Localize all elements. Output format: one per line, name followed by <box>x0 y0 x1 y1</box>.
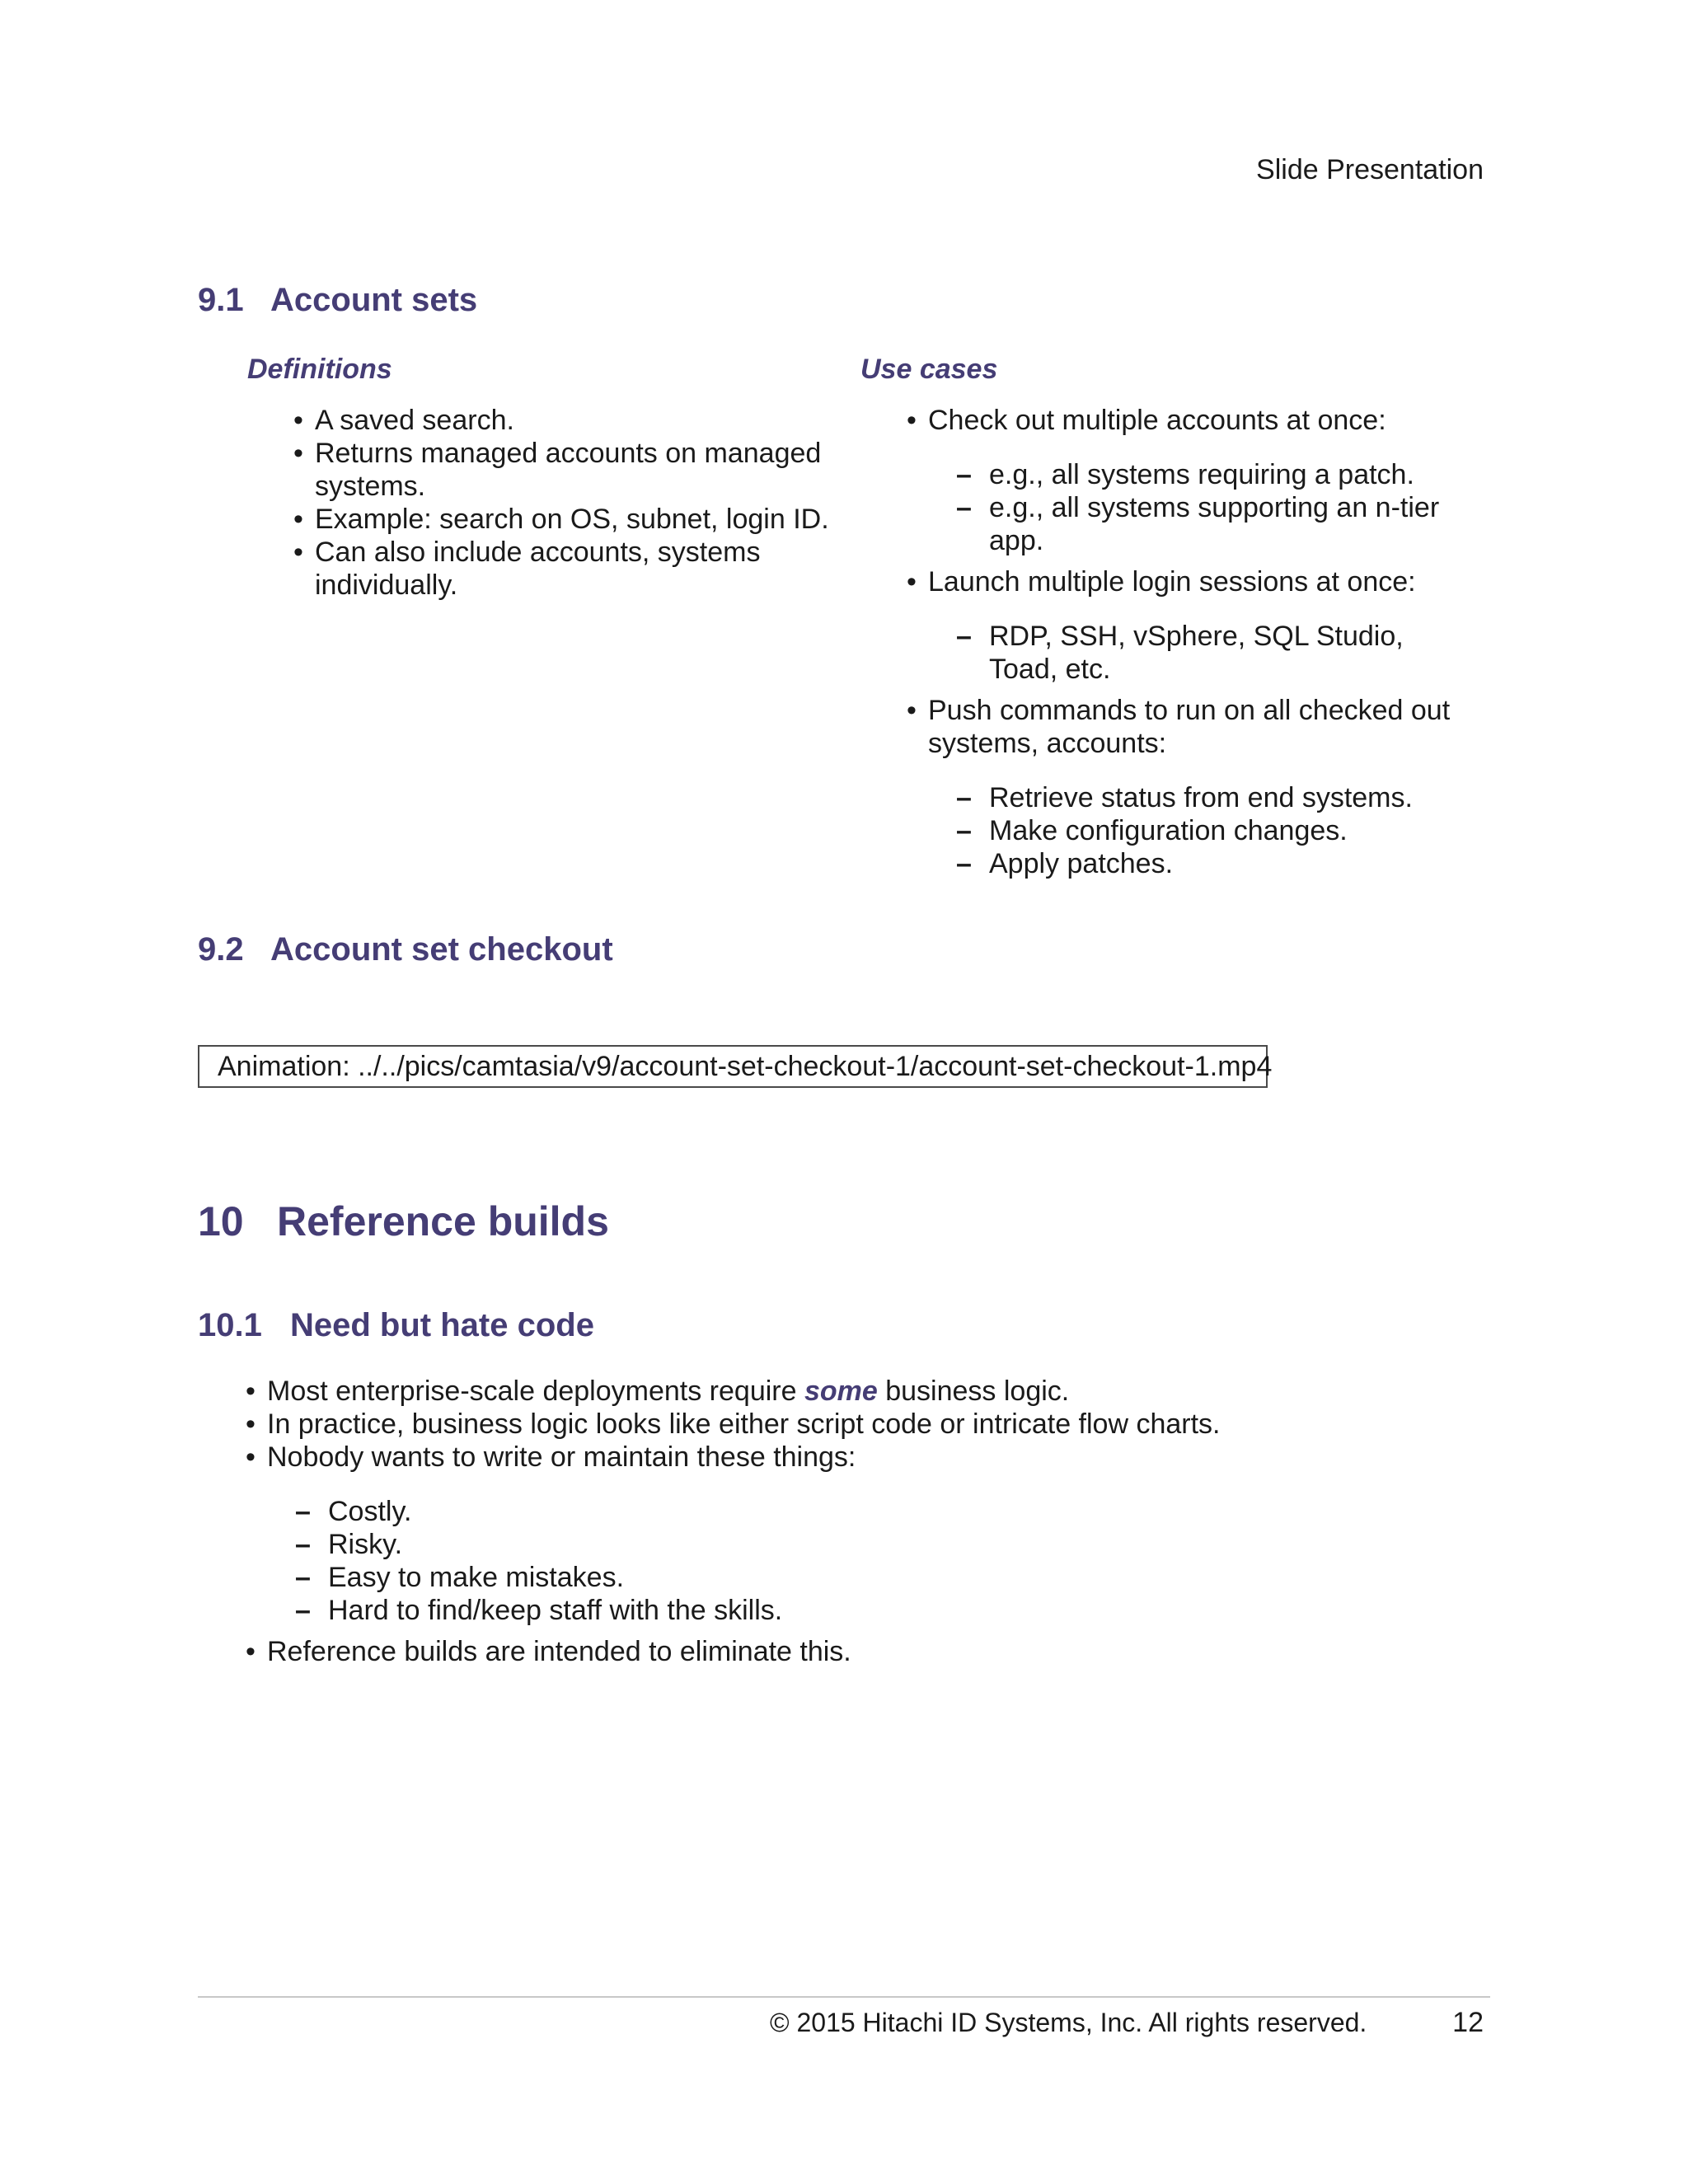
sub-item-text: Apply patches. <box>989 848 1174 879</box>
sub-list-item <box>295 1594 1421 1627</box>
list-item-text: Launch multiple login sessions at once: <box>928 566 1416 598</box>
use-cases-list <box>907 404 1456 888</box>
list-item <box>293 536 842 602</box>
sub-item-text: RDP, SSH, vSphere, SQL Studio, Toad, etc. <box>989 621 1404 685</box>
sub-item-text: Retrieve status from end systems. <box>989 782 1413 813</box>
list-item-text: Example: search on OS, subnet, login ID. <box>315 504 829 535</box>
section-number: 10 <box>198 1198 244 1244</box>
dash-icon: – <box>956 815 972 846</box>
sub-item-text: Make configuration changes. <box>989 815 1348 846</box>
sub-item-text: e.g., all systems requiring a patch. <box>989 459 1414 490</box>
sub-item-text: Hard to find/keep staff with the skills. <box>328 1595 783 1626</box>
dash-icon: – <box>956 782 972 813</box>
list-item-text: Check out multiple accounts at once: <box>928 405 1386 436</box>
sub-list-item <box>295 1495 1421 1528</box>
list-item-text: Reference builds are intended to eliminate this. <box>267 1636 851 1667</box>
section-title: Need but hate code <box>290 1307 594 1343</box>
list-item <box>293 404 842 437</box>
list-item-text: business logic. <box>877 1376 1070 1407</box>
list-item <box>293 437 842 503</box>
footer-copyright: © 2015 Hitachi ID Systems, Inc. All rights reserved. <box>770 2008 1367 2037</box>
sub-list <box>267 1495 1421 1627</box>
dash-icon: – <box>295 1496 311 1527</box>
section-number: 9.1 <box>198 282 244 318</box>
sub-list-item <box>295 1561 1421 1594</box>
bullet-icon: • <box>293 537 303 568</box>
section-title: Reference builds <box>277 1198 609 1244</box>
dash-icon: – <box>956 848 972 879</box>
bullet-icon: • <box>246 1408 256 1440</box>
bullet-icon: • <box>907 566 917 598</box>
emphasis-text: some <box>804 1376 878 1407</box>
sub-item-text: Easy to make mistakes. <box>328 1562 625 1593</box>
sub-list-item <box>956 458 1456 491</box>
section-10-1-heading <box>198 1305 594 1345</box>
bullet-icon: • <box>246 1441 256 1473</box>
sub-list-item <box>295 1528 1421 1561</box>
bullet-icon: • <box>907 695 917 726</box>
section-title: Account set checkout <box>270 931 613 968</box>
sub-list-item <box>956 814 1456 847</box>
list-item-text: In practice, business logic looks like either script code or intricate flow charts. <box>267 1408 1221 1440</box>
section-10-heading <box>198 1197 609 1246</box>
sub-list-item <box>956 620 1456 686</box>
need-but-hate-code-list <box>246 1375 1421 1668</box>
dash-icon: – <box>295 1529 311 1560</box>
dash-icon: – <box>295 1562 311 1593</box>
dash-icon: – <box>956 492 972 523</box>
bullet-icon: • <box>246 1376 256 1407</box>
sub-item-text: e.g., all systems supporting an n-tier app. <box>989 492 1440 556</box>
dash-icon: – <box>295 1595 311 1626</box>
bullet-icon: • <box>293 504 303 535</box>
sub-list-item <box>956 491 1456 557</box>
bullet-icon: • <box>907 405 917 436</box>
bullet-icon: • <box>293 405 303 436</box>
list-item-text: A saved search. <box>315 405 514 436</box>
list-item-text: Push commands to run on all checked out systems, accounts: <box>928 695 1451 759</box>
list-item-text: Nobody wants to write or maintain these things: <box>267 1441 856 1473</box>
section-number: 9.2 <box>198 931 244 968</box>
list-item-text: Returns managed accounts on managed systems. <box>315 438 822 502</box>
page-number: 12 <box>1452 2007 1484 2038</box>
bullet-icon: • <box>246 1636 256 1667</box>
animation-placeholder: Animation: ../../pics/camtasia/v9/account-set-checkout-1/account-set-checkout-1.mp4 <box>198 1045 1268 1088</box>
sub-list <box>928 620 1456 686</box>
list-item-text: Can also include accounts, systems individually. <box>315 537 761 601</box>
dash-icon: – <box>956 621 972 652</box>
sub-item-text: Risky. <box>328 1529 403 1560</box>
running-header-title: Slide Presentation <box>1256 154 1484 185</box>
footer-divider <box>198 1996 1490 1998</box>
dash-icon: – <box>956 459 972 490</box>
section-number: 10.1 <box>198 1307 262 1343</box>
list-item <box>907 565 1456 686</box>
sub-list-item <box>956 781 1456 814</box>
list-item <box>293 503 842 536</box>
section-9-1-heading <box>198 280 477 320</box>
definitions-list <box>293 404 842 602</box>
section-title: Account sets <box>270 282 478 318</box>
definitions-heading: Definitions <box>247 354 392 385</box>
list-item <box>246 1635 1421 1668</box>
list-item <box>246 1375 1421 1408</box>
sub-list <box>928 781 1456 880</box>
sub-list-item <box>956 847 1456 880</box>
list-item <box>246 1408 1421 1441</box>
use-cases-heading: Use cases <box>860 354 998 385</box>
sub-item-text: Costly. <box>328 1496 412 1527</box>
list-item <box>246 1441 1421 1627</box>
sub-list <box>928 458 1456 557</box>
bullet-icon: • <box>293 438 303 469</box>
list-item <box>907 694 1456 880</box>
list-item-text: Most enterprise-scale deployments require <box>267 1376 804 1407</box>
list-item <box>907 404 1456 557</box>
section-9-2-heading <box>198 930 613 969</box>
